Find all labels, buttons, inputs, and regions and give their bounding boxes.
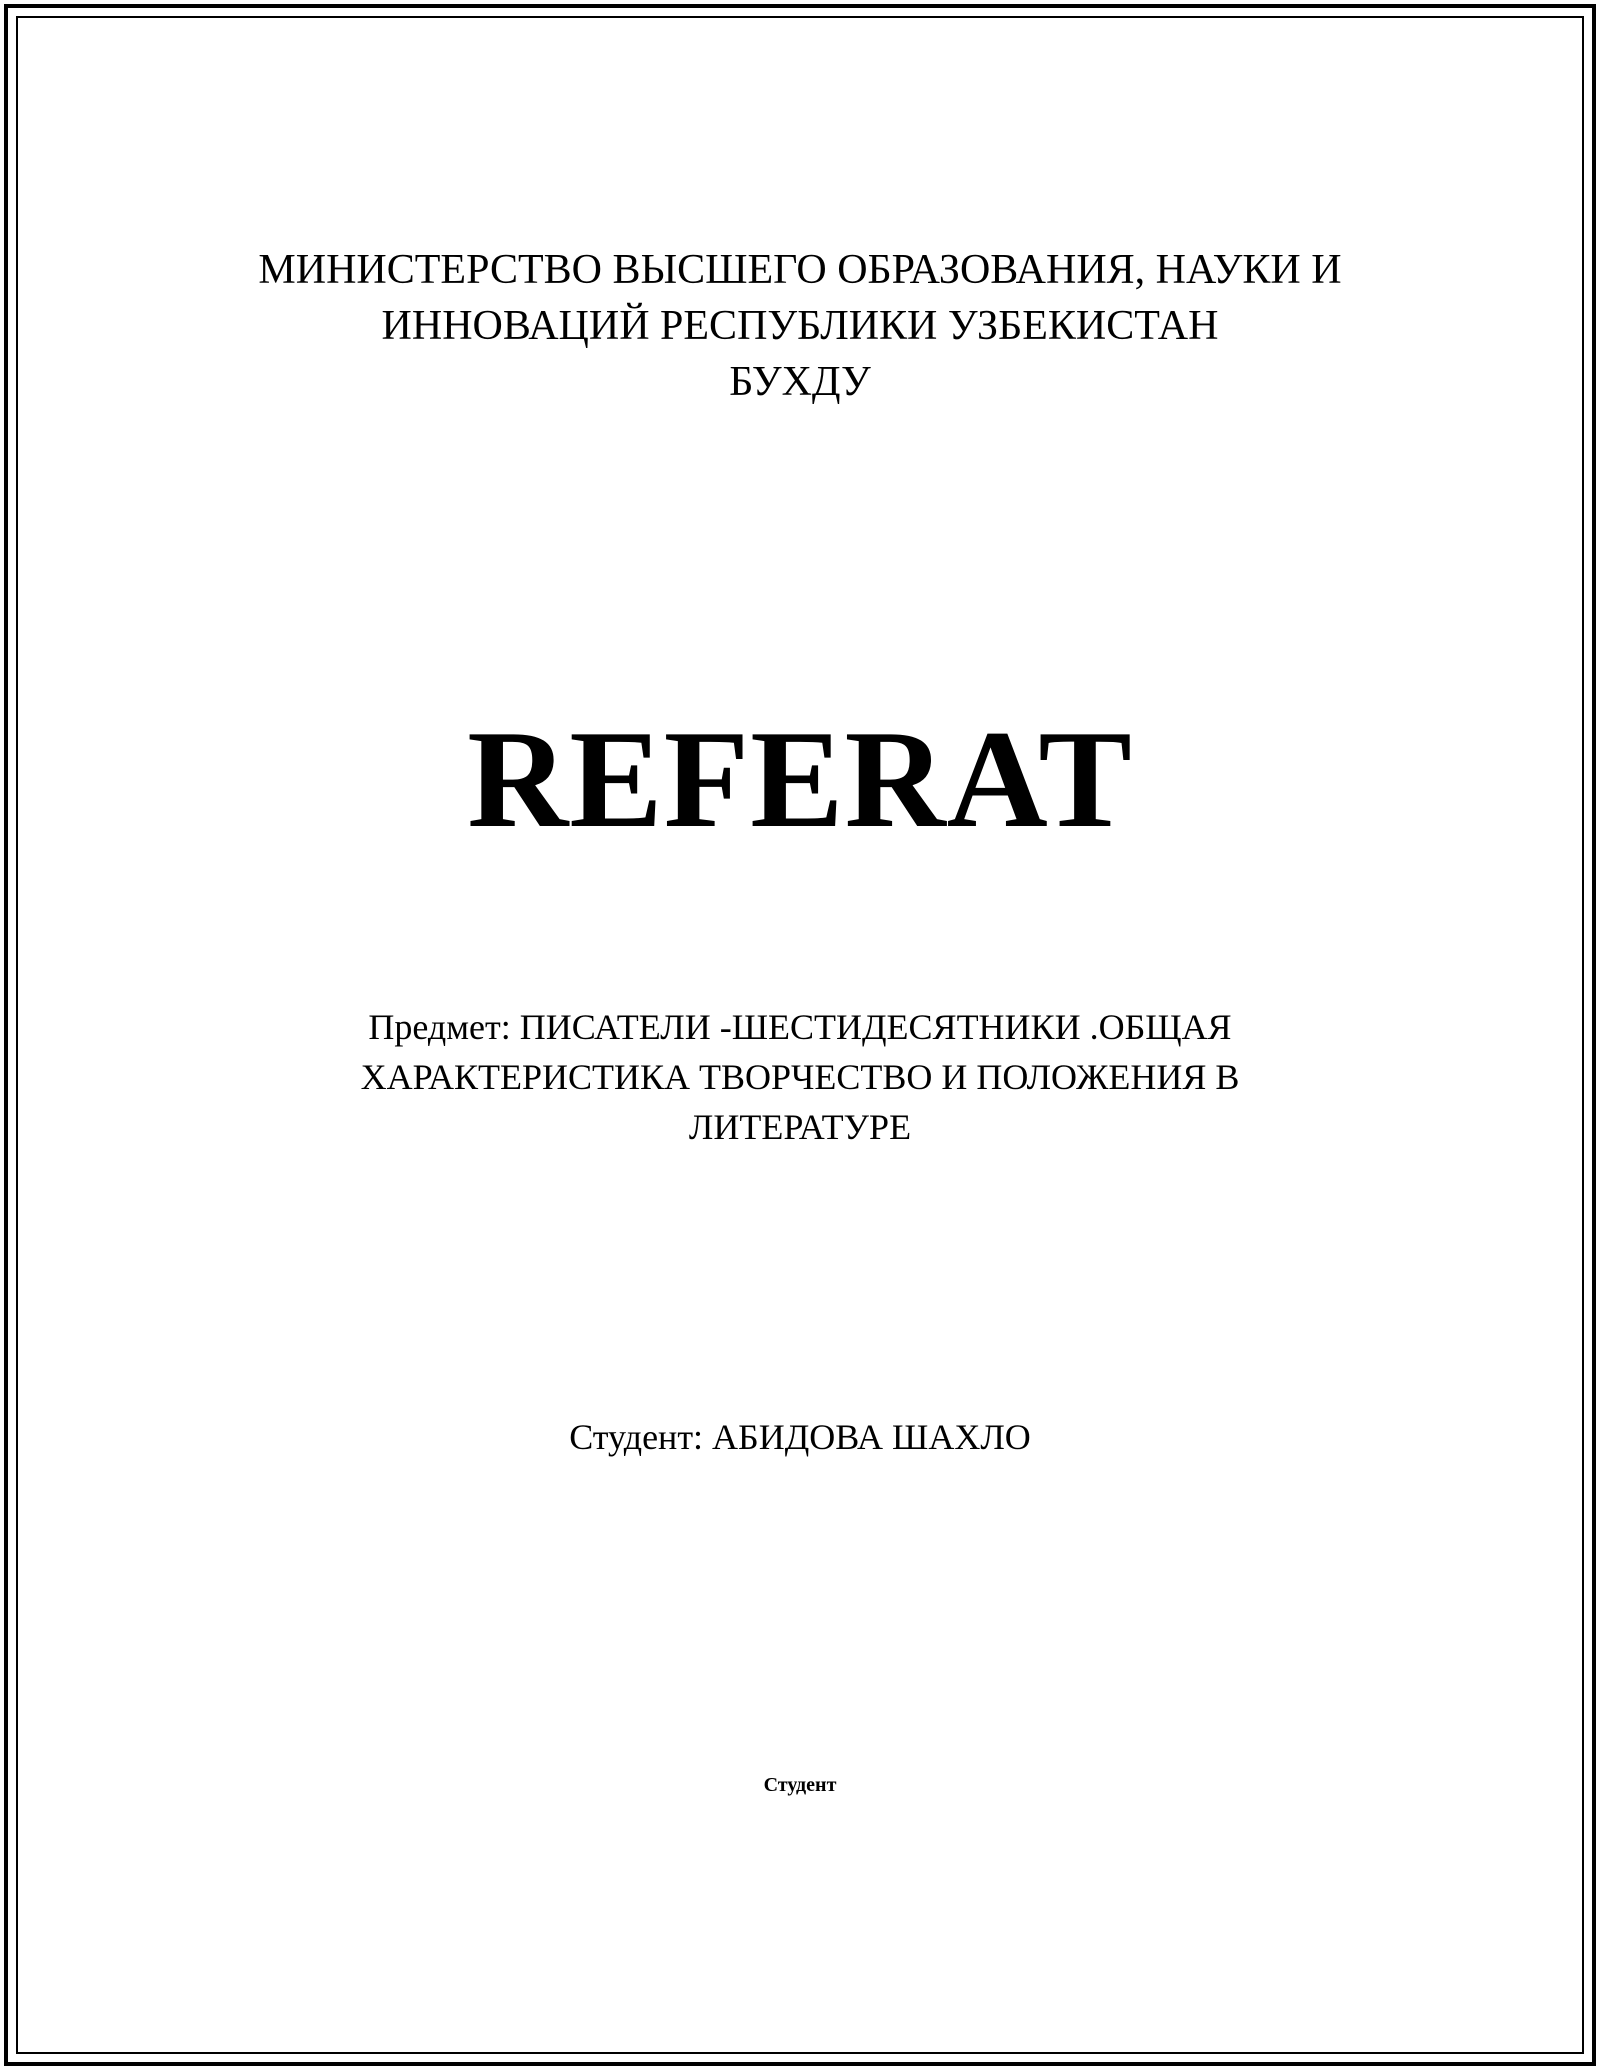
university-name: БУХДУ bbox=[729, 359, 871, 405]
footer-student-label: Студент bbox=[763, 1774, 837, 1796]
subject-line-1: Предмет: ПИСАТЕЛИ -ШЕСТИДЕСЯТНИКИ .ОБЩАЯ bbox=[368, 1007, 1232, 1047]
subject-line-2: ХАРАКТЕРИСТИКА ТВОРЧЕСТВО И ПОЛОЖЕНИЯ В bbox=[360, 1057, 1240, 1097]
ministry-header bbox=[0, 242, 1600, 410]
document-title: REFERAT bbox=[467, 702, 1133, 857]
subject-block bbox=[0, 1002, 1600, 1152]
student-name: Студент: АБИДОВА ШАХЛО bbox=[569, 1417, 1031, 1457]
subject-line-3: ЛИТЕРАТУРЕ bbox=[688, 1107, 912, 1147]
ministry-line-2: ИННОВАЦИЙ РЕСПУБЛИКИ УЗБЕКИСТАН bbox=[381, 303, 1219, 349]
ministry-line-1: МИНИСТЕРСТВО ВЫСШЕГО ОБРАЗОВАНИЯ, НАУКИ И bbox=[258, 247, 1342, 293]
